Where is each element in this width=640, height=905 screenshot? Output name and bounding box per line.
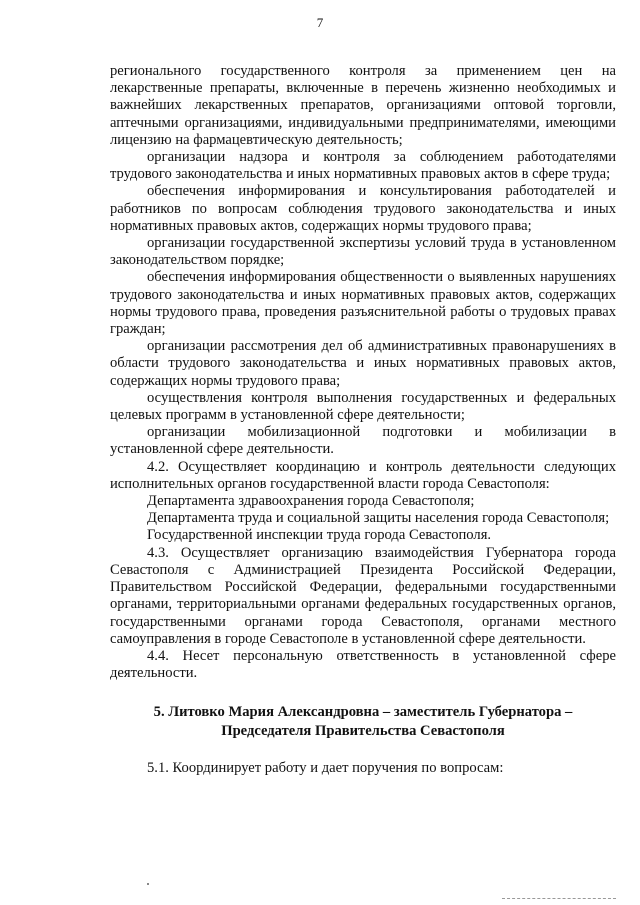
paragraph-informing-public: обеспечения информирования общественности о выявленных нарушениях трудового законодательства и иных нормативных правовых актов, содержащих нормы трудового права, проведения разъяснительной работы о трудовых правах граждан; xyxy=(110,269,616,338)
paragraph-informing-employers: обеспечения информирования и консультирования работодателей и работников по вопросам соблюдения трудового законодательства и иных нормативных правовых актов, содержащих нормы трудового права; xyxy=(110,183,616,234)
footer-rule xyxy=(502,898,616,900)
section-heading-line2: Председателя Правительства Севастополя xyxy=(221,722,505,739)
paragraph-4-4: 4.4. Несет персональную ответственность в установленной сфере деятельности. xyxy=(110,647,616,682)
paragraph-4-2: 4.2. Осуществляет координацию и контроль деятельности следующих исполнительных органов государственной власти города Севастополя: xyxy=(110,458,616,492)
paragraph-state-expertise: организации государственной экспертизы условий труда в установленном законодательством порядке; xyxy=(110,235,616,269)
paragraph-5-1: 5.1. Координирует работу и дает поручения по вопросам: xyxy=(147,760,504,777)
paragraph-4-3: 4.3. Осуществляет организацию взаимодействия Губернатора города Севастополя с Администрацией Президента Российской Федерации, Правительством Российской Федерации, федеральными государственными органами, территориальными органами федеральных государственных органов, государственными органами города Севастополя, органами местного самоуправления в городе Севастополе в установленной сфере деятельности. xyxy=(110,544,616,647)
scan-dot xyxy=(147,883,149,885)
section-heading-line1: 5. Литовко Мария Александровна – заместитель Губернатора – xyxy=(153,704,573,721)
section-heading xyxy=(110,703,616,740)
paragraph-health-department: Департамента здравоохранения города Севастополя; xyxy=(147,493,475,510)
page-number: 7 xyxy=(316,15,324,30)
document-body xyxy=(110,63,616,778)
paragraph-mobilization: организации мобилизационной подготовки и мобилизации в установленной сфере деятельности. xyxy=(110,424,616,458)
paragraph-labor-supervision: организации надзора и контроля за соблюдением работодателями трудового законодательства и иных нормативных правовых актов в сфере труда; xyxy=(110,149,616,183)
paragraph-labor-inspection: Государственной инспекции труда города Севастополя. xyxy=(147,527,492,544)
paragraph-administrative-cases: организации рассмотрения дел об административных правонарушениях в области трудового законодательства и иных нормативных правовых актов, содержащих нормы трудового права; xyxy=(110,338,616,389)
paragraph-program-control: осуществления контроля выполнения государственных и федеральных целевых программ в установленной сфере деятельности; xyxy=(110,389,616,424)
paragraph-labor-department: Департамента труда и социальной защиты населения города Севастополя; xyxy=(147,510,610,527)
paragraph-price-control: регионального государственного контроля за применением цен на лекарственные препараты, включенные в перечень жизненно необходимых и важнейших лекарственных препаратов, организациями оптовой торговли, аптечными организациями, индивидуальными предпринимателями, имеющими лицензию на фармацевтическую деятельность; xyxy=(110,63,616,148)
